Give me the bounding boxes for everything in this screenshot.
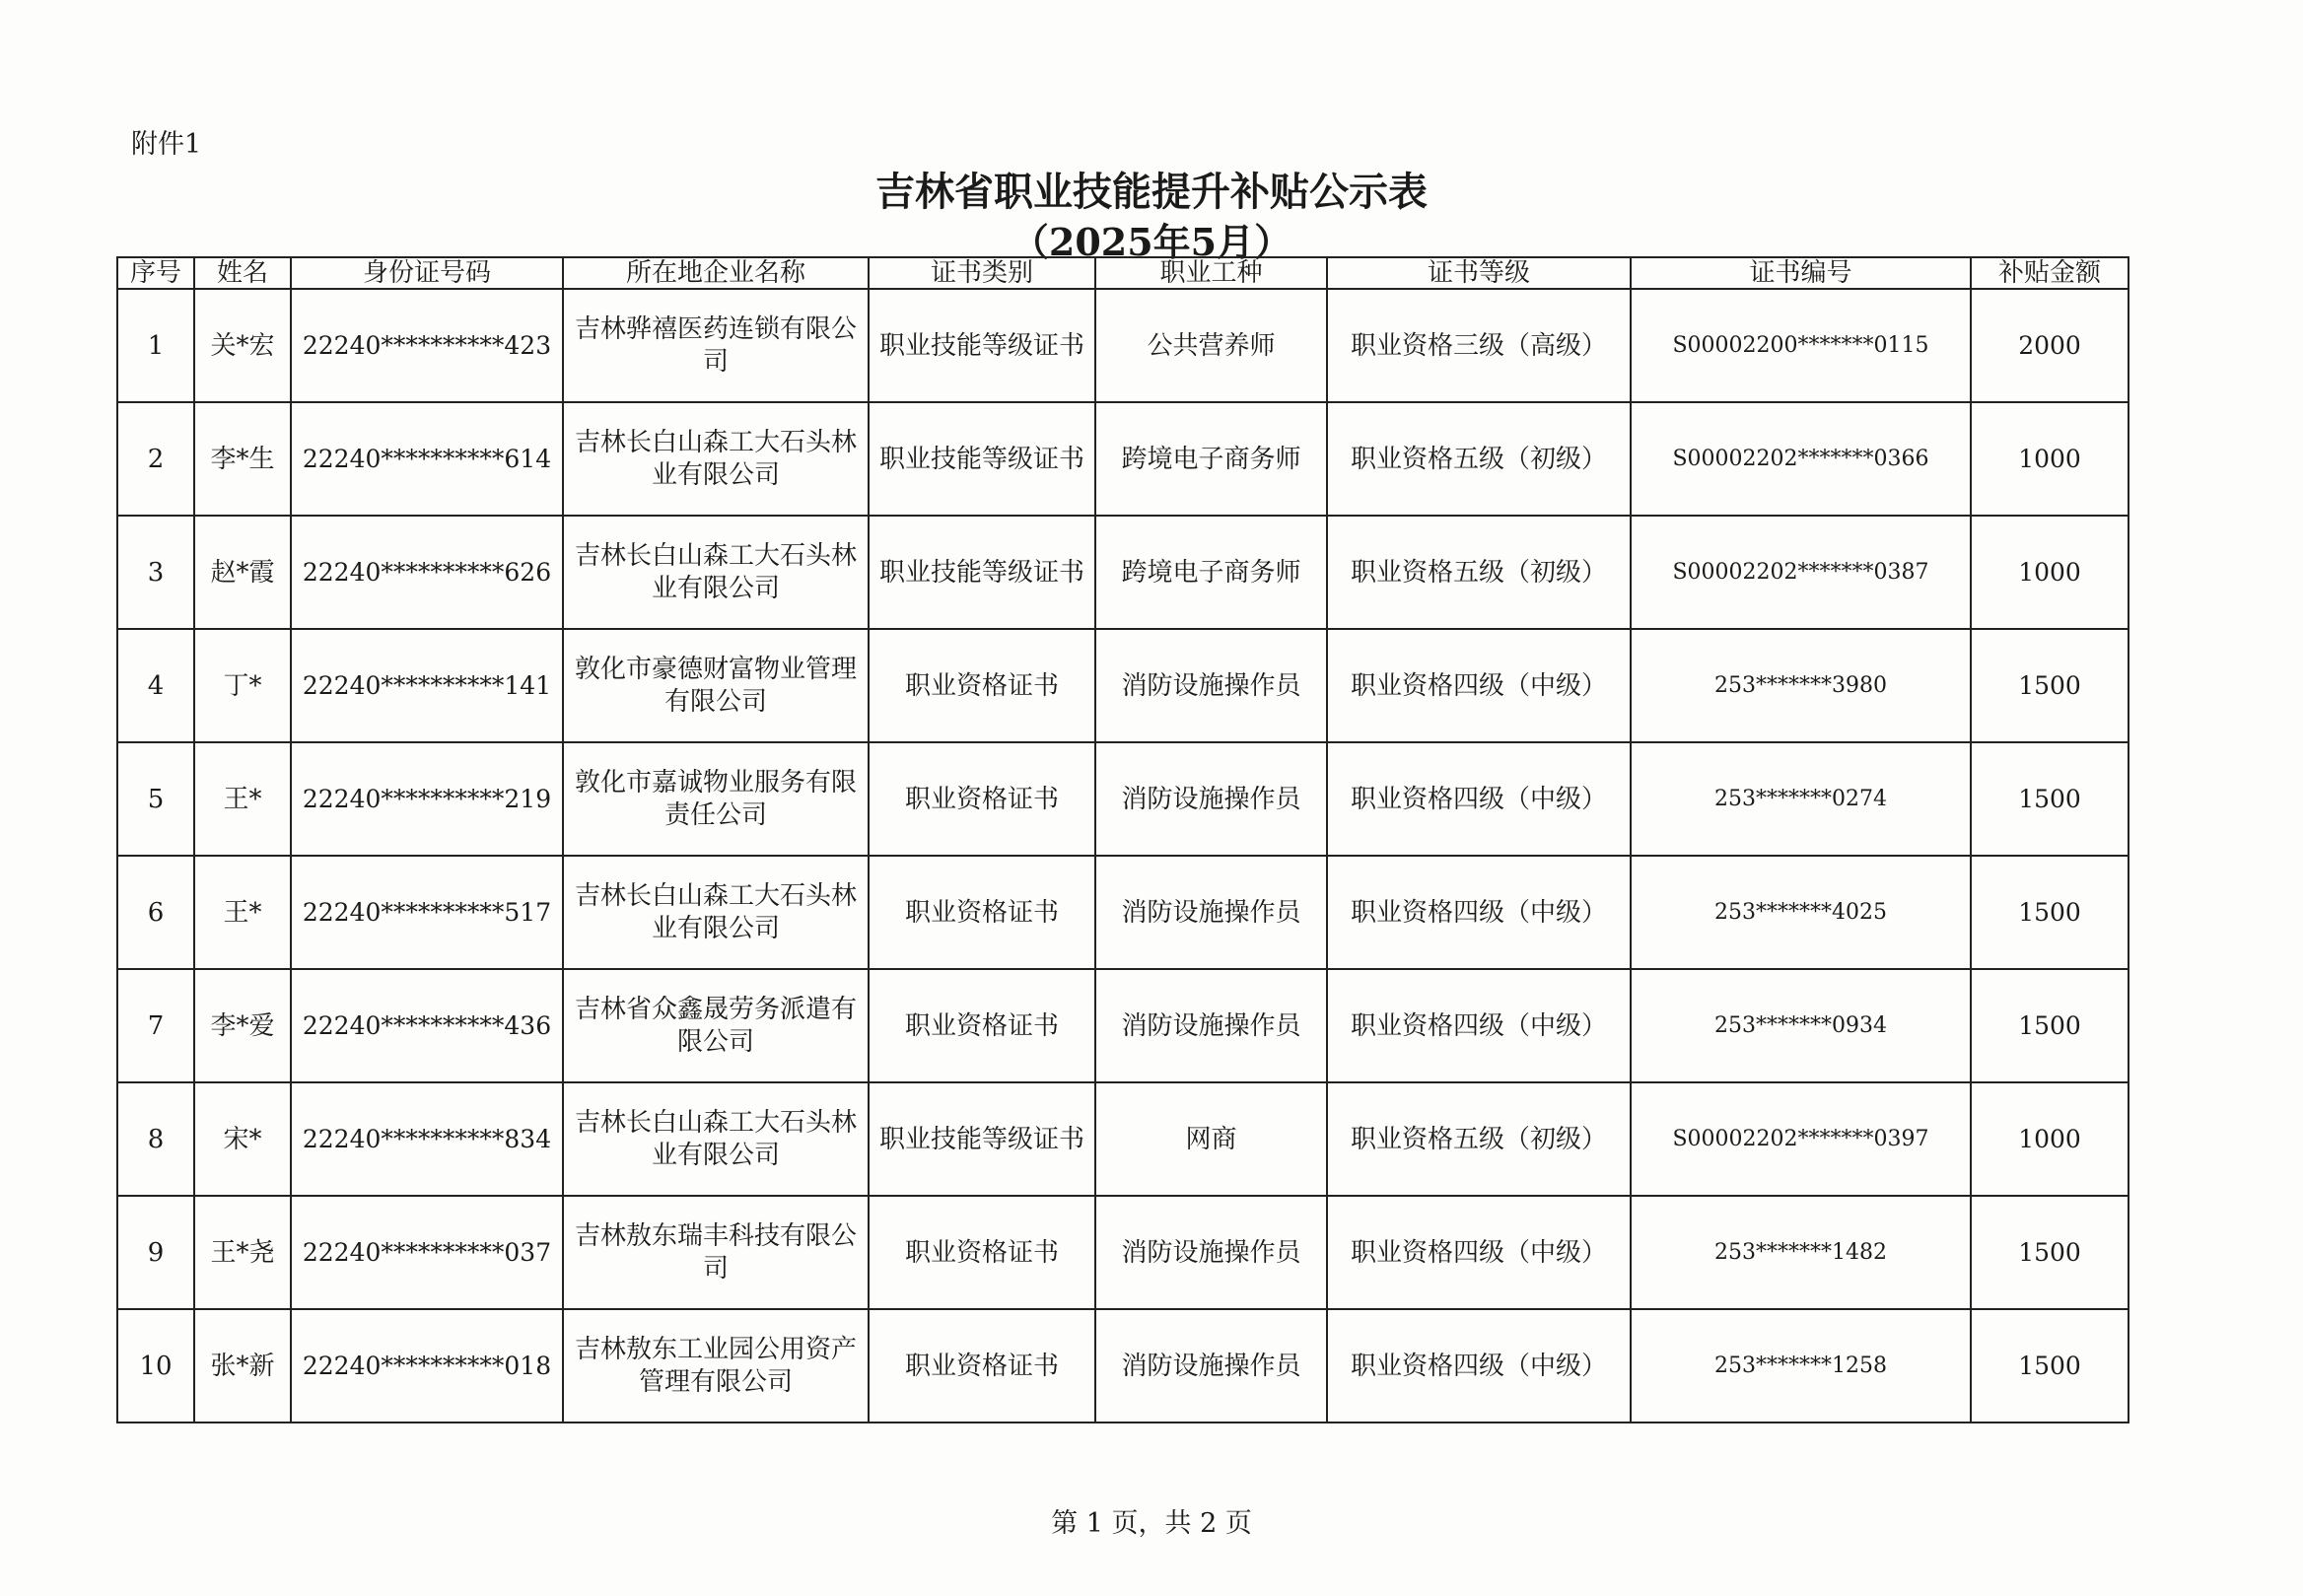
page-title: 吉林省职业技能提升补贴公示表 — [875, 169, 1428, 215]
cell-id-number: 22240**********018 — [291, 1309, 563, 1423]
cell-amount: 1000 — [1971, 1082, 2129, 1196]
cell-cert-level: 职业资格四级（中级） — [1327, 1196, 1631, 1309]
cell-id-number: 22240**********423 — [291, 289, 563, 402]
cell-company: 吉林长白山森工大石头林业有限公司 — [563, 1082, 869, 1196]
cell-cert-type: 职业资格证书 — [869, 856, 1095, 969]
cell-name: 王* — [194, 742, 291, 856]
cell-cert-level: 职业资格三级（高级） — [1327, 289, 1631, 402]
cell-cert-type: 职业资格证书 — [869, 969, 1095, 1082]
cell-no: 1 — [117, 289, 194, 402]
cell-cert-level: 职业资格四级（中级） — [1327, 1309, 1631, 1423]
cell-id-number: 22240**********626 — [291, 516, 563, 629]
cell-name: 王*尧 — [194, 1196, 291, 1309]
cell-no: 10 — [117, 1309, 194, 1423]
cell-occupation: 消防设施操作员 — [1095, 1309, 1327, 1423]
column-header-cert-level: 证书等级 — [1327, 257, 1631, 289]
cell-cert-number: 253*******0934 — [1631, 969, 1971, 1082]
cell-cert-number: 253*******0274 — [1631, 742, 1971, 856]
table-row — [117, 516, 2129, 629]
column-header-id-number: 身份证号码 — [291, 257, 563, 289]
cell-cert-type: 职业技能等级证书 — [869, 402, 1095, 516]
cell-cert-number: S00002202*******0366 — [1631, 402, 1971, 516]
cell-cert-type: 职业资格证书 — [869, 629, 1095, 742]
table-header-row — [117, 257, 2129, 289]
cell-id-number: 22240**********037 — [291, 1196, 563, 1309]
table-row — [117, 969, 2129, 1082]
column-header-amount: 补贴金额 — [1971, 257, 2129, 289]
cell-company: 敦化市嘉诚物业服务有限责任公司 — [563, 742, 869, 856]
cell-company: 吉林长白山森工大石头林业有限公司 — [563, 402, 869, 516]
cell-occupation: 跨境电子商务师 — [1095, 402, 1327, 516]
cell-company: 吉林骅禧医药连锁有限公司 — [563, 289, 869, 402]
cell-no: 9 — [117, 1196, 194, 1309]
cell-id-number: 22240**********517 — [291, 856, 563, 969]
cell-occupation: 消防设施操作员 — [1095, 1196, 1327, 1309]
cell-amount: 1500 — [1971, 856, 2129, 969]
page-footer: 第 1 页，共 2 页 — [1051, 1508, 1252, 1539]
cell-cert-number: 253*******3980 — [1631, 629, 1971, 742]
cell-no: 5 — [117, 742, 194, 856]
cell-cert-level: 职业资格五级（初级） — [1327, 1082, 1631, 1196]
cell-company: 吉林长白山森工大石头林业有限公司 — [563, 856, 869, 969]
attachment-label: 附件1 — [131, 129, 202, 160]
cell-name: 丁* — [194, 629, 291, 742]
cell-company: 吉林长白山森工大石头林业有限公司 — [563, 516, 869, 629]
cell-name: 李*爱 — [194, 969, 291, 1082]
cell-cert-level: 职业资格四级（中级） — [1327, 969, 1631, 1082]
cell-id-number: 22240**********614 — [291, 402, 563, 516]
column-header-occupation: 职业工种 — [1095, 257, 1327, 289]
cell-no: 2 — [117, 402, 194, 516]
cell-occupation: 跨境电子商务师 — [1095, 516, 1327, 629]
cell-amount: 1500 — [1971, 969, 2129, 1082]
cell-name: 王* — [194, 856, 291, 969]
cell-cert-type: 职业资格证书 — [869, 1196, 1095, 1309]
table-row — [117, 629, 2129, 742]
cell-cert-type: 职业技能等级证书 — [869, 1082, 1095, 1196]
cell-company: 敦化市豪德财富物业管理有限公司 — [563, 629, 869, 742]
table-row — [117, 1309, 2129, 1423]
column-header-no: 序号 — [117, 257, 194, 289]
cell-occupation: 消防设施操作员 — [1095, 629, 1327, 742]
cell-company: 吉林敖东工业园公用资产管理有限公司 — [563, 1309, 869, 1423]
subsidy-table — [116, 256, 2129, 1423]
cell-occupation: 消防设施操作员 — [1095, 969, 1327, 1082]
table-row — [117, 856, 2129, 969]
cell-cert-level: 职业资格四级（中级） — [1327, 629, 1631, 742]
cell-cert-level: 职业资格四级（中级） — [1327, 856, 1631, 969]
cell-name: 宋* — [194, 1082, 291, 1196]
cell-occupation: 公共营养师 — [1095, 289, 1327, 402]
cell-company: 吉林敖东瑞丰科技有限公司 — [563, 1196, 869, 1309]
cell-cert-number: S00002202*******0397 — [1631, 1082, 1971, 1196]
cell-occupation: 网商 — [1095, 1082, 1327, 1196]
cell-occupation: 消防设施操作员 — [1095, 856, 1327, 969]
cell-amount: 1000 — [1971, 402, 2129, 516]
cell-amount: 1500 — [1971, 742, 2129, 856]
cell-id-number: 22240**********219 — [291, 742, 563, 856]
cell-no: 8 — [117, 1082, 194, 1196]
cell-occupation: 消防设施操作员 — [1095, 742, 1327, 856]
column-header-cert-type: 证书类别 — [869, 257, 1095, 289]
cell-no: 4 — [117, 629, 194, 742]
cell-amount: 1000 — [1971, 516, 2129, 629]
cell-no: 7 — [117, 969, 194, 1082]
cell-cert-level: 职业资格五级（初级） — [1327, 516, 1631, 629]
cell-cert-type: 职业资格证书 — [869, 742, 1095, 856]
cell-cert-number: S00002200*******0115 — [1631, 289, 1971, 402]
column-header-cert-number: 证书编号 — [1631, 257, 1971, 289]
cell-cert-level: 职业资格五级（初级） — [1327, 402, 1631, 516]
table-row — [117, 742, 2129, 856]
table-row — [117, 289, 2129, 402]
cell-cert-type: 职业技能等级证书 — [869, 516, 1095, 629]
cell-name: 李*生 — [194, 402, 291, 516]
cell-company: 吉林省众鑫晟劳务派遣有限公司 — [563, 969, 869, 1082]
cell-cert-number: 253*******1258 — [1631, 1309, 1971, 1423]
cell-no: 3 — [117, 516, 194, 629]
column-header-name: 姓名 — [194, 257, 291, 289]
cell-amount: 1500 — [1971, 1309, 2129, 1423]
page-subtitle: （2025年5月） — [1011, 220, 1292, 264]
cell-name: 张*新 — [194, 1309, 291, 1423]
cell-cert-number: S00002202*******0387 — [1631, 516, 1971, 629]
cell-amount: 1500 — [1971, 1196, 2129, 1309]
cell-id-number: 22240**********436 — [291, 969, 563, 1082]
table-row — [117, 1196, 2129, 1309]
table-row — [117, 402, 2129, 516]
cell-cert-type: 职业资格证书 — [869, 1309, 1095, 1423]
cell-id-number: 22240**********141 — [291, 629, 563, 742]
cell-cert-number: 253*******1482 — [1631, 1196, 1971, 1309]
cell-amount: 2000 — [1971, 289, 2129, 402]
cell-cert-type: 职业技能等级证书 — [869, 289, 1095, 402]
table-row — [117, 1082, 2129, 1196]
column-header-company: 所在地企业名称 — [563, 257, 869, 289]
cell-amount: 1500 — [1971, 629, 2129, 742]
cell-cert-level: 职业资格四级（中级） — [1327, 742, 1631, 856]
cell-no: 6 — [117, 856, 194, 969]
cell-cert-number: 253*******4025 — [1631, 856, 1971, 969]
cell-name: 赵*霞 — [194, 516, 291, 629]
cell-id-number: 22240**********834 — [291, 1082, 563, 1196]
cell-name: 关*宏 — [194, 289, 291, 402]
